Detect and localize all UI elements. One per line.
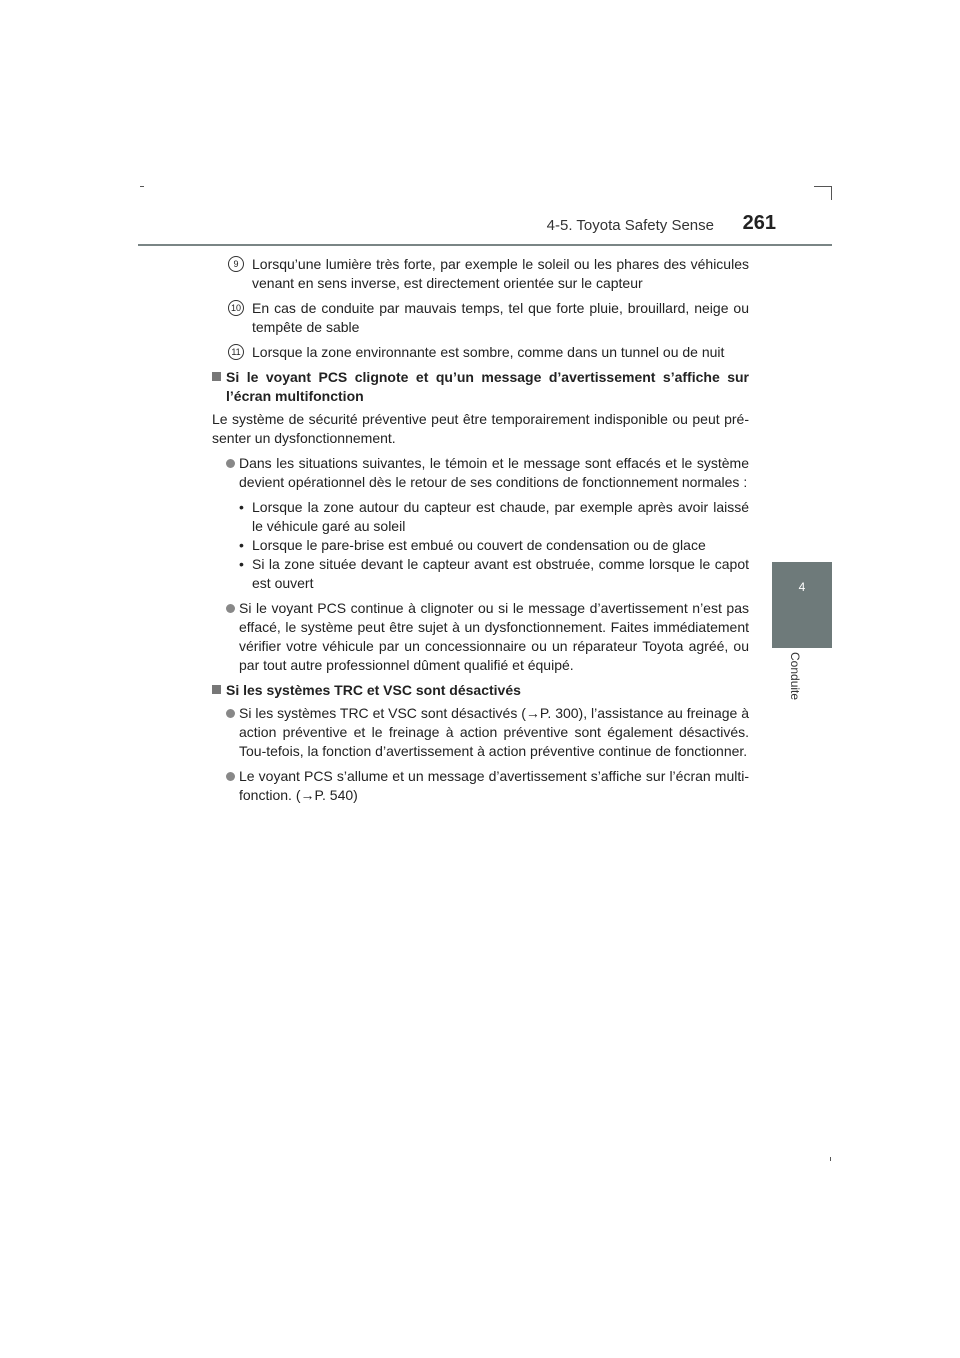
crop-mark-top-right-v <box>831 186 832 200</box>
circle-bullet-icon <box>226 604 235 613</box>
circle-bullet-icon <box>226 772 235 781</box>
numbered-item <box>212 343 749 362</box>
square-bullet-icon <box>212 685 221 694</box>
crop-mark-bottom-right <box>830 1157 831 1161</box>
header-section-title: 4-5. Toyota Safety Sense <box>546 217 714 234</box>
number-badge: 10 <box>228 300 244 316</box>
number-badge: 11 <box>228 344 244 360</box>
number-badge: 9 <box>228 256 244 272</box>
sub-list-item: • Si la zone située devant le capteur avant est obstruée, comme lorsque le capot est ouvert <box>239 556 749 591</box>
dot-bullet-icon: • <box>239 499 244 515</box>
numbered-item-text: Lorsqu’une lumière très forte, par exemple le soleil ou les phares des véhicules venant en sens inverse, est directement orientée sur le capteur <box>252 256 749 291</box>
circle-bullet-icon <box>226 459 235 468</box>
header-divider <box>138 244 832 246</box>
section-intro: Le système de sécurité préventive peut être temporairement indisponible ou peut pré-senter un dysfonctionnement. <box>212 411 749 446</box>
page-number: 261 <box>742 212 776 234</box>
numbered-item-text: En cas de conduite par mauvais temps, tel que forte pluie, brouillard, neige ou tempête de sable <box>252 300 749 335</box>
chapter-label: Conduite <box>788 652 802 701</box>
bullet-item: Le voyant PCS s’allume et un message d’avertissement s’affiche sur l’écran multi-fonction. (→P. 540) <box>212 767 749 805</box>
circle-bullet-icon <box>226 709 235 718</box>
crop-mark-top-left <box>140 186 144 187</box>
bullet-item: Dans les situations suivantes, le témoin et le message sont effacés et le système devient opérationnel dès le retour de ses conditions de fonctionnement normales : <box>212 454 749 492</box>
sub-list-item: • Lorsque le pare-brise est embué ou couvert de condensation ou de glace <box>239 537 706 553</box>
sub-list-item: • Lorsque la zone autour du capteur est chaude, par exemple après avoir laissé le véhicule garé au soleil <box>239 499 749 534</box>
chapter-number: 4 <box>798 580 806 594</box>
square-bullet-icon <box>212 372 221 381</box>
numbered-item-text: Lorsque la zone environnante est sombre, comme dans un tunnel ou de nuit <box>252 344 725 360</box>
section-heading-pcs-flashing: Si le voyant PCS clignote et qu’un message d’avertissement s’affiche sur l’écran multifonction <box>212 368 749 406</box>
section-heading-trc-vsc: Si les systèmes TRC et VSC sont désactivés <box>212 681 749 700</box>
bullet-item: Si les systèmes TRC et VSC sont désactivés (→P. 300), l’assistance au freinage à action préventive et le freinage à action préventive sont également désactivés. Tou-tefois, la fonction d’avertissement à action préventive continue de fonctionner. <box>212 704 749 761</box>
dot-bullet-icon: • <box>239 556 244 572</box>
crop-mark-top-right-h <box>814 186 832 187</box>
numbered-item <box>212 255 749 293</box>
sub-list <box>212 498 749 593</box>
numbered-item <box>212 299 749 337</box>
bullet-item: Si le voyant PCS continue à clignoter ou si le message d’avertissement n’est pas effacé, le système peut être sujet à un dysfonctionnement. Faites immédiatement vérifier votre véhicule par un concessionnaire ou un réparateur Toyota agréé, ou par tout autre professionnel dûment qualifié et équipé. <box>212 599 749 675</box>
dot-bullet-icon: • <box>239 537 244 553</box>
page-content <box>212 255 749 811</box>
